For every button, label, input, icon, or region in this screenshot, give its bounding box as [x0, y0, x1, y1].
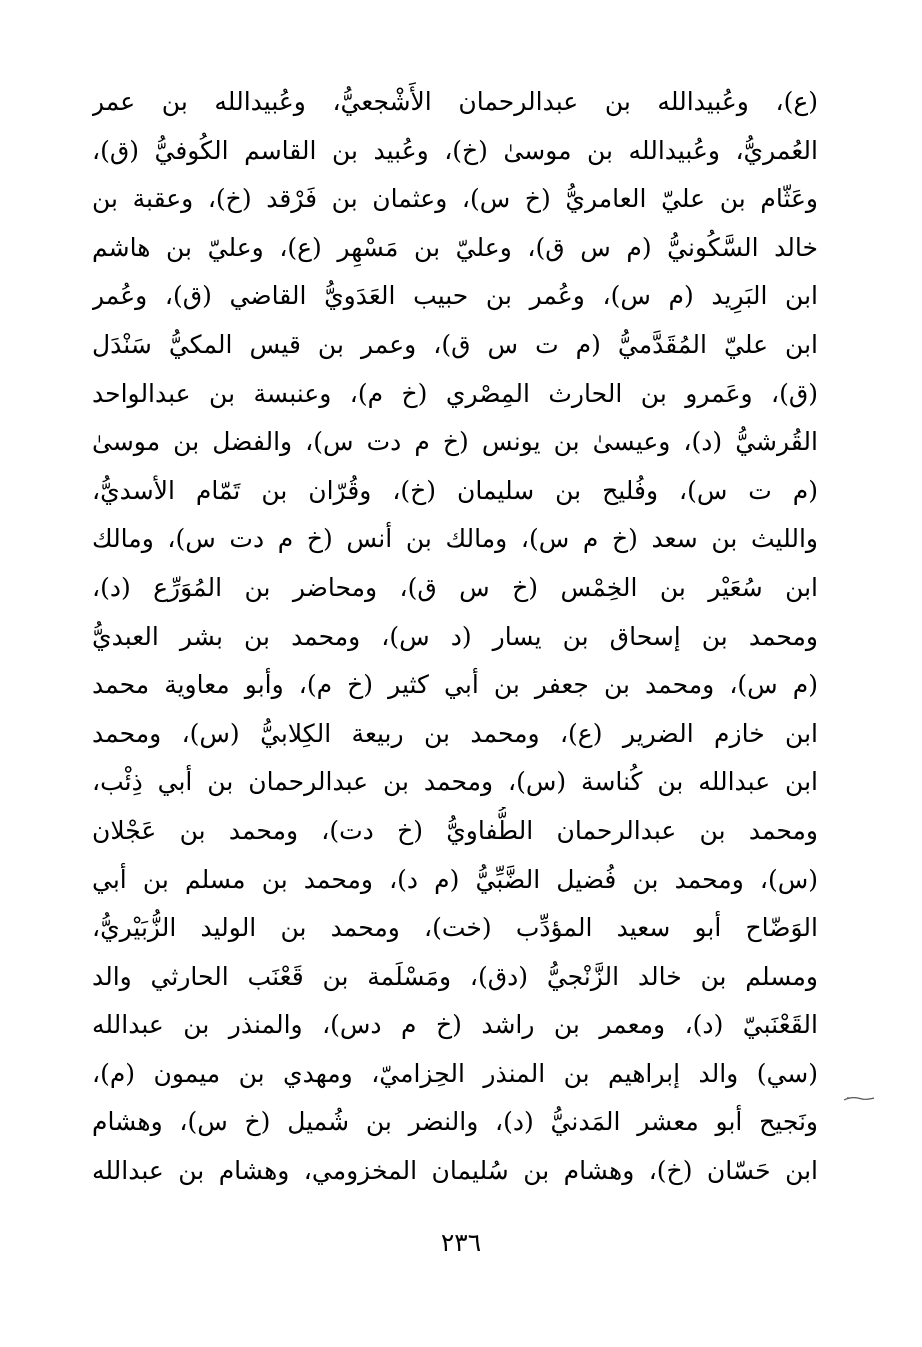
text-line: وعَثّام بن عليّ العامريُّ (خ س)، وعثمان بن فَرْقد (خ)، وعقبة بن	[92, 184, 818, 214]
text-line: (س)، ومحمد بن فُضيل الضَّبِّيُّ (م د)، ومحمد بن مسلم بن أبي	[92, 864, 818, 894]
text-line: (ع)، وعُبيدالله بن عبدالرحمان الأَشْجعيُّ، وعُبيدالله بن عمر	[92, 87, 818, 116]
text-line: القَعْنَبيّ (د)، ومعمر بن راشد (خ م دس)، والمنذر بن عبدالله	[92, 1010, 818, 1040]
text-line: ونَجيح أبو معشر المَدنيُّ (د)، والنضر بن شُميل (خ س)، وهشام	[92, 1107, 818, 1137]
text-line: ابن عبدالله بن كُناسة (س)، ومحمد بن عبدالرحمان بن أبي ذِئْب،	[92, 767, 818, 797]
text-line: ومسلم بن خالد الزَّنْجيُّ (دق)، ومَسْلَمة بن قَعْنَب الحارثي والد	[92, 961, 818, 991]
text-line: (م ت س)، وفُليح بن سليمان (خ)، وقُرّان بن تَمّام الأسديُّ،	[92, 475, 818, 505]
page-number: ٢٣٦	[440, 1228, 482, 1257]
text-line: (م س)، ومحمد بن جعفر بن أبي كثير (خ م)، وأبو معاوية محمد	[92, 670, 818, 700]
text-line: ابن حَسّان (خ)، وهشام بن سُليمان المخزومي، وهشام بن عبدالله	[92, 1156, 818, 1186]
text-line: ومحمد بن إسحاق بن يسار (د س)، ومحمد بن بشر العبديُّ	[92, 621, 818, 651]
text-line: ابن خازم الضرير (ع)، ومحمد بن ربيعة الكِلابيُّ (س)، ومحمد	[92, 718, 818, 748]
text-line: ومحمد بن عبدالرحمان الطُّفاويُّ (خ دت)، ومحمد بن عَجْلان	[92, 815, 818, 845]
text-line: ابن عليّ المُقَدَّميُّ (م ت س ق)، وعمر بن قيس المكيُّ سَنْدَل	[92, 329, 818, 359]
text-line: القُرشيُّ (د)، وعيسىٰ بن يونس (خ م دت س)، والفضل بن موسىٰ	[92, 427, 818, 457]
body-text	[92, 78, 818, 1196]
text-line: العُمريُّ، وعُبيدالله بن موسىٰ (خ)، وعُبيد بن القاسم الكُوفيُّ (ق)،	[92, 135, 818, 165]
scan-speck-mark	[842, 1092, 876, 1106]
text-line: (سي) والد إبراهيم بن المنذر الحِزاميّ، ومهدي بن ميمون (م)،	[92, 1058, 818, 1088]
text-line: خالد السَّكُونيُّ (م س ق)، وعليّ بن مَسْهِر (ع)، وعليّ بن هاشم	[92, 232, 818, 262]
text-line: الوَضّاح أبو سعيد المؤدِّب (خت)، ومحمد بن الوليد الزُّبَيْريُّ،	[92, 913, 818, 943]
text-line: ابن سُعَيْر بن الخِمْس (خ س ق)، ومحاضر بن المُوَرِّع (د)،	[92, 572, 818, 602]
text-line: والليث بن سعد (خ م س)، ومالك بن أنس (خ م دت س)، ومالك	[92, 524, 818, 554]
text-line: (ق)، وعَمرو بن الحارث المِصْري (خ م)، وعنبسة بن عبدالواحد	[92, 378, 818, 408]
text-line: ابن البَرِيد (م س)، وعُمر بن حبيب العَدَويُّ القاضي (ق)، وعُمر	[92, 281, 818, 311]
